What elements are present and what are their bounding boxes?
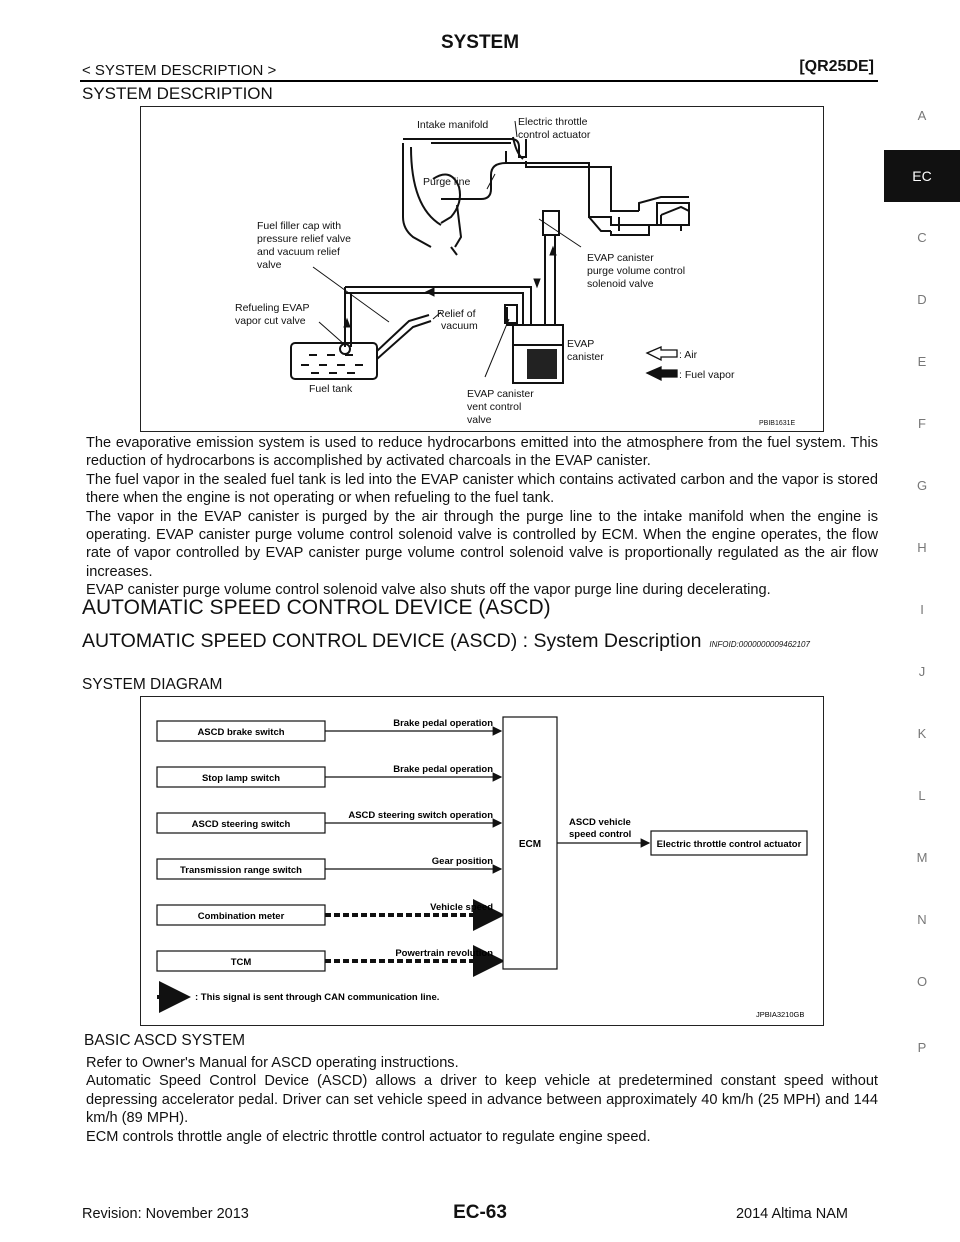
paragraph: Refer to Owner's Manual for ASCD operating instructions. [86, 1055, 459, 1071]
evap-system-figure [140, 106, 824, 432]
subsection-title: AUTOMATIC SPEED CONTROL DEVICE (ASCD) : System Description [82, 630, 702, 652]
label-purge-valve-1: EVAP canister [587, 252, 654, 264]
label-intake-manifold: Intake manifold [417, 119, 489, 131]
label-relief-1: Relief of [437, 308, 476, 320]
label-fuel-vapor: : Fuel vapor [679, 369, 735, 381]
side-tab-n[interactable]: N [917, 912, 927, 927]
side-tab-j[interactable]: J [918, 664, 926, 679]
input-box-label: Transmission range switch [180, 865, 302, 876]
evap-diagram-svg [141, 107, 823, 431]
label-purge-valve-2: purge volume control [587, 265, 686, 277]
ascd-diagram-svg [141, 697, 823, 1025]
signal-label: Powertrain revolution [395, 948, 493, 959]
side-tab-e[interactable]: E [917, 354, 927, 369]
basic-ascd-description [86, 1054, 878, 1146]
label-purge-valve-3: solenoid valve [587, 278, 654, 290]
label-throttle-2: control actuator [518, 129, 591, 141]
side-tab-p[interactable]: P [917, 1040, 927, 1055]
basic-ascd-heading: BASIC ASCD SYSTEM [84, 1032, 246, 1049]
label-canister-1: EVAP [567, 338, 595, 350]
label-refuel-1: Refueling EVAP [235, 302, 310, 314]
paragraph: The fuel vapor in the sealed fuel tank is led into the EVAP canister which contains activated carbon and the vapor is stored there when the engine is not operating or when refueling to the fuel tank. [86, 471, 878, 507]
side-tab-i[interactable]: I [920, 602, 924, 617]
subsection-heading-ascd [82, 630, 810, 653]
header-divider [80, 80, 878, 82]
side-tab-o[interactable]: O [916, 974, 928, 989]
signal-label: Vehicle speed [430, 902, 493, 913]
input-box-label: ASCD brake switch [197, 727, 285, 738]
side-tab-h[interactable]: H [917, 540, 927, 555]
input-box-label: ASCD steering switch [191, 819, 291, 830]
output-signal-line-1: ASCD vehicle [569, 817, 631, 828]
label-cap-4: valve [257, 259, 282, 271]
label-vent-3: valve [467, 414, 492, 426]
header-section-label: < SYSTEM DESCRIPTION > [82, 62, 277, 79]
label-canister-2: canister [567, 351, 604, 363]
paragraph: ECM controls throttle angle of electric throttle control actuator to regulate engine speed. [86, 1128, 651, 1145]
label-cap-1: Fuel filler cap with [257, 220, 342, 232]
label-purge-line: Purge line [423, 176, 471, 188]
label-vent-2: vent control [467, 401, 522, 413]
side-tab-m[interactable]: M [916, 850, 928, 865]
paragraph: EVAP canister purge volume control solenoid valve also shuts off the vapor purge line during decelerating. [86, 582, 771, 599]
side-tab-ec-active[interactable]: EC [884, 150, 960, 202]
info-id: INFOID:0000000009462107 [709, 640, 810, 649]
input-box-label: Stop lamp switch [201, 773, 281, 784]
side-tab-l[interactable]: L [918, 788, 926, 803]
paragraph: Automatic Speed Control Device (ASCD) allows a driver to keep vehicle at predetermined constant speed without depressing accelerator pedal. Driver can set vehicle speed in advance between approximately 40 km/h (25 MPH) and 144 km/h (89 MPH). [86, 1073, 878, 1127]
label-refuel-2: vapor cut valve [235, 315, 306, 327]
ascd-system-diagram [140, 696, 824, 1026]
diagram-code: JPBIA3210GB [756, 1010, 805, 1019]
paragraph: The vapor in the EVAP canister is purged by the air through the purge line to the intake manifold when the engine is operating. EVAP canister purge volume control solenoid valve is controlled by ECM. When the engine operates, the flow rate of vapor controlled by EVAP canister purge volume control solenoid valve is proportionally regulated as the air flow increases. [86, 508, 878, 580]
figure-code: PBIB1631E [759, 420, 796, 427]
paragraph: The evaporative emission system is used to reduce hydrocarbons emitted into the atmosphere from the fuel system. This reduction of hydrocarbons is accomplished by activated charcoals in the EVAP canister. [86, 435, 878, 470]
footer-model: 2014 Altima NAM [735, 1206, 848, 1222]
output-box-label: Electric throttle control actuator [656, 839, 802, 850]
label-cap-2: pressure relief valve [257, 233, 351, 245]
footer-page-number: EC-63 [453, 1202, 507, 1223]
side-tab-c[interactable]: C [917, 230, 927, 245]
side-tab-g[interactable]: G [916, 478, 928, 493]
side-tab-k[interactable]: K [917, 726, 927, 741]
ecm-label: ECM [518, 839, 542, 850]
signal-label: Brake pedal operation [393, 764, 493, 775]
side-tab-f[interactable]: F [918, 416, 926, 431]
label-throttle-1: Electric throttle [518, 116, 588, 128]
legend-text: : This signal is sent through CAN communication line. [195, 992, 440, 1003]
output-signal-line-2: speed control [569, 829, 632, 840]
side-tab-a[interactable]: A [917, 108, 927, 123]
signal-label: Gear position [431, 856, 493, 867]
header-engine-code: [QR25DE] [799, 58, 874, 75]
label-fuel-tank: Fuel tank [309, 383, 353, 395]
label-relief-2: vacuum [441, 320, 478, 332]
section-heading-system-description: SYSTEM DESCRIPTION [82, 84, 273, 103]
input-box-label: TCM [230, 957, 252, 968]
signal-label: ASCD steering switch operation [348, 810, 493, 821]
page-title: SYSTEM [440, 32, 520, 53]
evap-description [86, 434, 878, 600]
footer-revision: Revision: November 2013 [82, 1206, 249, 1222]
input-box-label: Combination meter [197, 911, 285, 922]
system-diagram-heading: SYSTEM DIAGRAM [82, 676, 223, 693]
label-vent-1: EVAP canister [467, 388, 534, 400]
section-heading-ascd: AUTOMATIC SPEED CONTROL DEVICE (ASCD) [82, 596, 551, 619]
side-tab-d[interactable]: D [917, 292, 927, 307]
signal-label: Brake pedal operation [393, 718, 493, 729]
label-air: : Air [679, 349, 698, 361]
label-cap-3: and vacuum relief [257, 246, 340, 258]
